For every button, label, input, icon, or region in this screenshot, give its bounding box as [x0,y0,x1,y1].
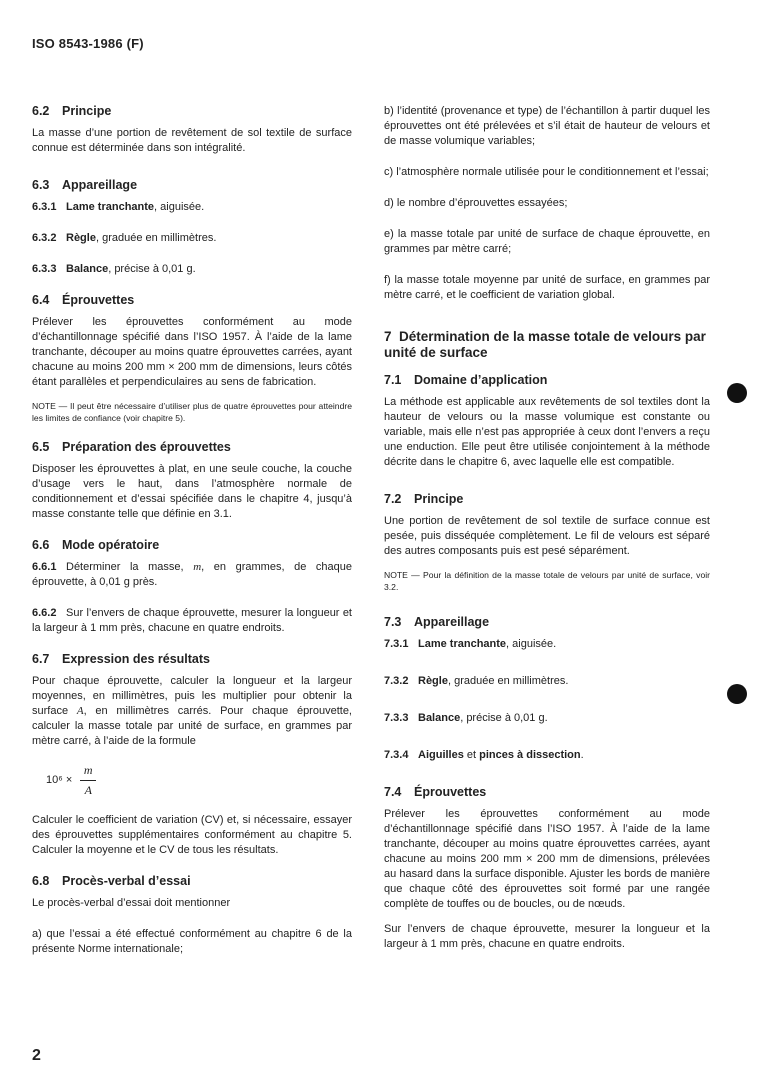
list-item-d: d) le nombre d’éprouvettes essayées; [384,197,568,209]
document-header: ISO 8543-1986 (F) [32,36,144,51]
section-7-1-heading: 7.1 Domaine d’application [384,373,548,387]
list-item-f: f) la masse totale moyenne par unité de surface, en grammes par mètre carré, et le coefficient de variation global. [384,274,710,301]
item-6-6-2: 6.6.2 Sur l’envers de chaque éprouvette, mesurer la longueur et la largeur à 1 mm près, chacune en quatre endroits. [32,607,352,634]
left-column [32,104,352,967]
section-6-7-text2: Calculer le coefficient de variation (CV) et, si nécessaire, essayer des éprouvettes supplémentaires conformément au chapitre 5. Calculer la moyenne et le CV de tous les résultats. [32,814,352,856]
fraction-bar [80,780,96,781]
item-6-3-1: 6.3.1 Lame tranchante, aiguisée. [32,201,205,213]
section-6-5-heading: 6.5 Préparation des éprouvettes [32,440,231,454]
list-item-a: a) que l’essai a été effectué conformément au chapitre 6 de la présente Norme internationale; [32,928,352,955]
section-6-7-text: Pour chaque éprouvette, calculer la longueur et la largeur moyennes, en millimètres, puis les multiplier pour obtenir la surface A, en millimètres carrés. Pour chaque éprouvette, calculer la masse totale par unité de surface, en grammes par mètre carré, à l’aide de la formule [32,675,352,747]
section-7-4-heading: 7.4 Éprouvettes [384,785,487,799]
section-6-2-heading: 6.2 Principe [32,104,112,118]
section-6-5-text: Disposer les éprouvettes à plat, en une seule couche, la couche d’usage vers le haut, dans l’atmosphère normale de conditionnement et d’essai spécifiée dans le chapitre 4, jusqu’à masse constante telle que définie en 3.1. [32,463,352,520]
section-7-2-text: Une portion de revêtement de sol textile de surface connue est pesée, puis disséquée complètement. Le fil de velours est séparé des autres composants puis est pesé séparément. [384,515,710,557]
item-7-3-1: 7.3.1 Lame tranchante, aiguisée. [384,638,557,650]
list-item-c: c) l’atmosphère normale utilisée pour le conditionnement et l’essai; [384,166,709,178]
section-6-4-heading: 6.4 Éprouvettes [32,293,135,307]
section-7-1-text: La méthode est applicable aux revêtements de sol textiles dont la hauteur de velours ou la masse volumique est constante ou variable, mais elle n’est pas appropriée à ceux dont l’envers a reçu une enduction. Elle peut être utilisée conjointement à la méthode décrite dans le chapitre 6, avec laquelle elle est compatible. [384,396,710,468]
formula-fraction [80,763,96,798]
section-7-4-text2: Sur l’envers de chaque éprouvette, mesurer la longueur et la largeur à 1 mm près, chacune en quatre endroits. [384,923,710,950]
item-6-6-1: 6.6.1 Déterminer la masse, m, en grammes, de chaque éprouvette, à 0,01 g près. [32,561,352,588]
list-item-b: b) l’identité (provenance et type) de l’échantillon à partir duquel les éprouvettes ont été prélevées et s’il était de hauteur de velours et de masse volumique variables; [384,105,710,147]
section-6-8-text: Le procès-verbal d’essai doit mentionner [32,897,231,909]
formula-coefficient: 10⁶ × [46,774,73,786]
section-6-2-text: La masse d’une portion de revêtement de sol textile de surface connue est déterminée dans son intégralité. [32,127,352,154]
item-7-3-3: 7.3.3 Balance, précise à 0,01 g. [384,712,548,724]
list-item-e: e) la masse totale par unité de surface de chaque éprouvette, en grammes par mètre carré; [384,228,710,255]
section-6-4-text: Prélever les éprouvettes conformément au mode d’échantillonnage spécifié dans l’ISO 1957. À l’aide de la lame tranchante, découper au moins quatre éprouvettes carrées, ayant chacune au moins 200 mm × 200 mm de dimensions, leurs côtés étant parallèles et perpendiculaires au sens de fabrication. [32,316,352,388]
section-6-6-heading: 6.6 Mode opératoire [32,538,160,552]
formula-numerator: m [83,762,93,777]
punch-hole-marker [727,684,747,704]
section-7-3-heading: 7.3 Appareillage [384,615,490,629]
chapter-7-heading: 7 Détermination de la masse totale de velours par unité de surface [384,329,706,360]
item-6-3-3: 6.3.3 Balance, précise à 0,01 g. [32,263,196,275]
punch-hole-marker [727,383,747,403]
item-7-3-4: 7.3.4 Aiguilles et pinces à dissection. [384,749,584,761]
section-7-4-text: Prélever les éprouvettes conformément au mode d’échantillonnage spécifié dans l’ISO 1957. À l’aide de la lame tranchante, découper au moins quatre éprouvettes carrées, ayant chacune au moins 200 mm × 200 mm de dimensions, prélevées au hasard dans la surface disponible. Ajuster les bords de manière que chaque côté des éprouvettes soit formé par une rangée complète de touffes ou de boucles, ou de nœuds. [384,808,710,910]
right-column [384,104,710,962]
section-6-4-note: NOTE — Il peut être nécessaire d’utiliser plus de quatre éprouvettes pour atteindre les limites de confiance (voir chapitre 5). [32,401,352,423]
formula-denominator: A [84,782,92,797]
section-7-2-note: NOTE — Pour la définition de la masse totale de velours par unité de surface, voir 3.2. [384,570,710,592]
section-6-3-heading: 6.3 Appareillage [32,178,138,192]
mass-formula [46,759,352,801]
item-7-3-2: 7.3.2 Règle, graduée en millimètres. [384,675,569,687]
section-6-8-heading: 6.8 Procès-verbal d’essai [32,874,191,888]
item-6-3-2: 6.3.2 Règle, graduée en millimètres. [32,232,217,244]
page-number: 2 [32,1047,41,1064]
section-6-7-heading: 6.7 Expression des résultats [32,652,210,666]
section-7-2-heading: 7.2 Principe [384,492,464,506]
